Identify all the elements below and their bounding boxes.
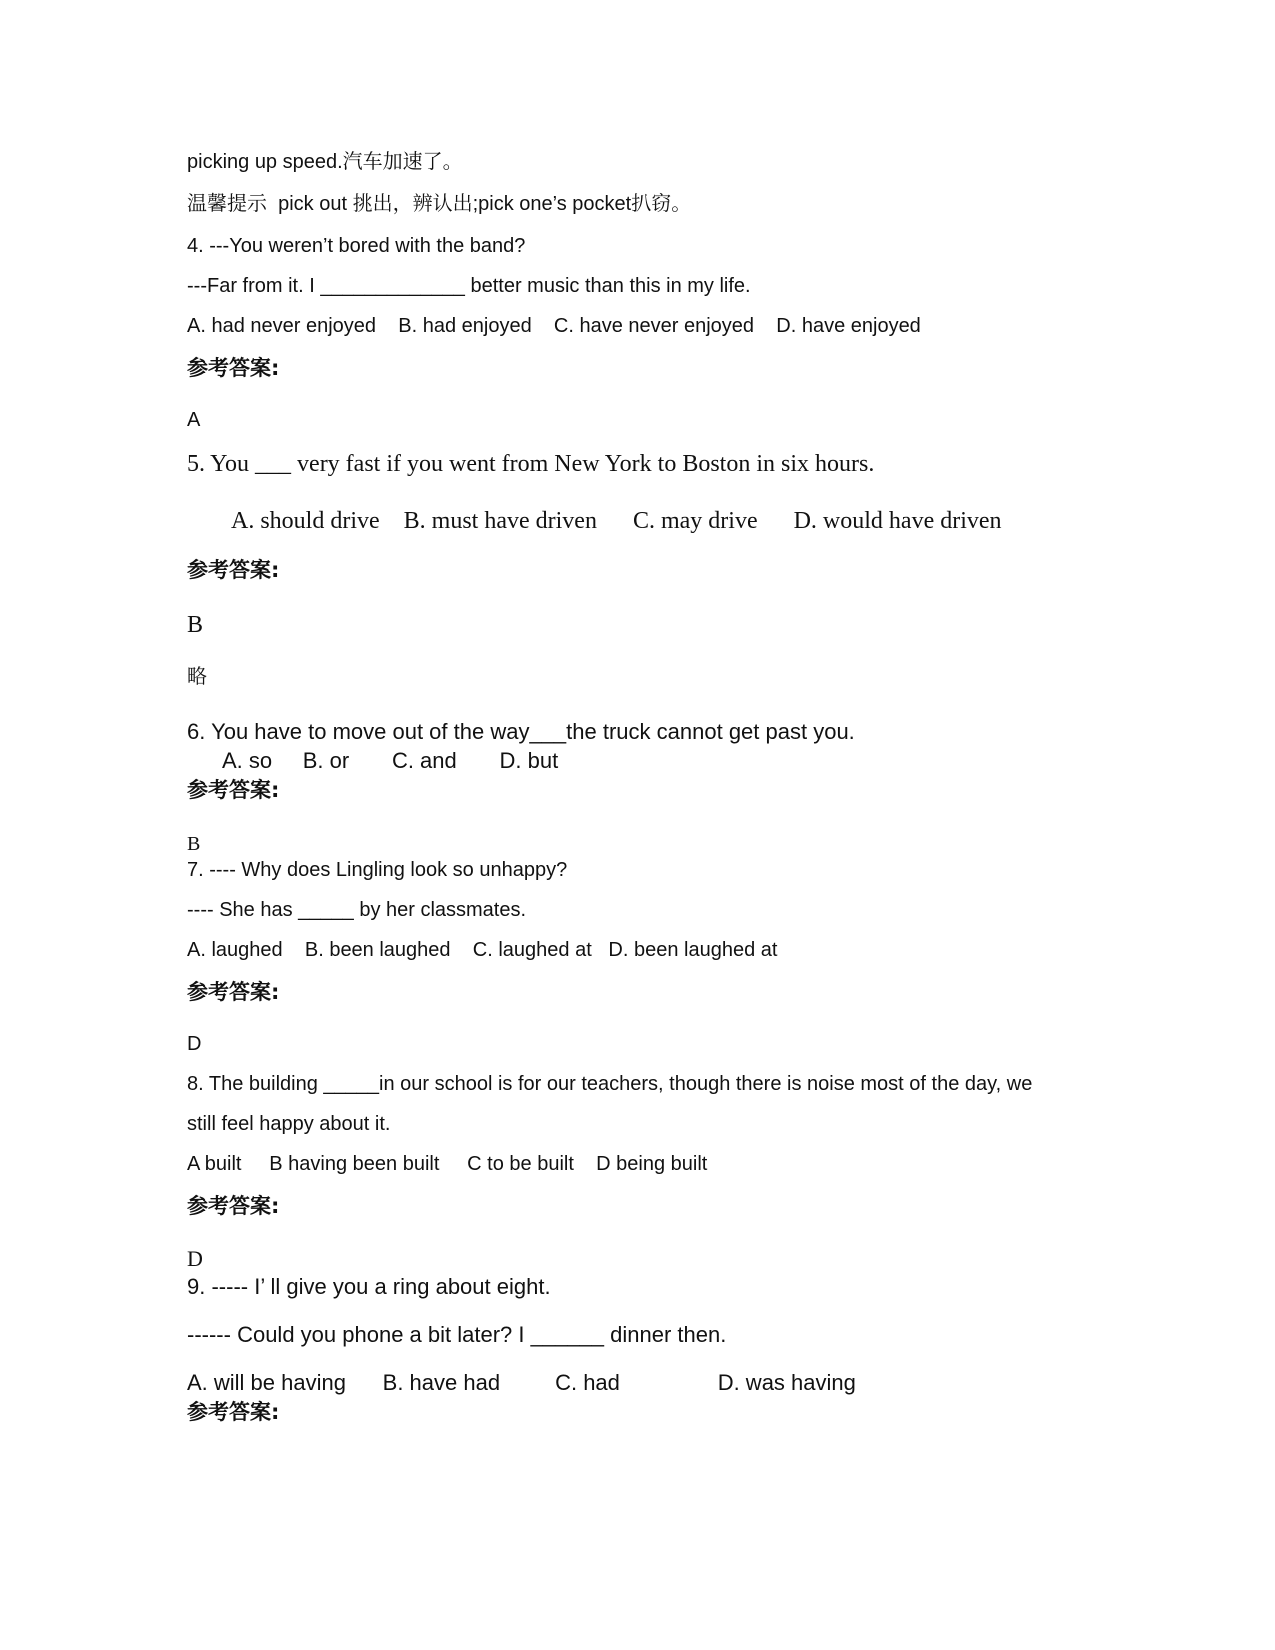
question-4: 4. ---You weren’t bored with the band? xyxy=(187,235,526,257)
question-7-response: ---- She has _____ by her classmates. xyxy=(187,899,527,921)
question-9-options: A. will be having B. have had C. had D. was having xyxy=(187,1370,856,1395)
answer-7: D xyxy=(187,1033,202,1055)
answer-4: A xyxy=(187,409,201,431)
question-6: 6. You have to move out of the way___the truck cannot get past you. xyxy=(187,719,855,744)
question-5-options: A. should drive B. must have driven C. may drive D. would have driven xyxy=(231,508,1002,534)
answer-6: B xyxy=(187,833,201,855)
question-7: 7. ---- Why does Lingling look so unhappy? xyxy=(187,859,568,881)
question-6-options: A. so B. or C. and D. but xyxy=(222,748,559,773)
question-4-options: A. had never enjoyed B. had enjoyed C. have never enjoyed D. have enjoyed xyxy=(187,315,921,337)
answer-heading: 参考答案: xyxy=(187,558,280,582)
answer-8: D xyxy=(187,1246,203,1271)
question-9: 9. ----- I’ ll give you a ring about eight. xyxy=(187,1274,551,1299)
question-7-options: A. laughed B. been laughed C. laughed at D. been laughed at xyxy=(187,939,778,961)
question-9-response: ------ Could you phone a bit later? I ______ dinner then. xyxy=(187,1322,727,1347)
answer-heading: 参考答案: xyxy=(187,1400,280,1424)
answer-heading: 参考答案: xyxy=(187,1194,280,1218)
tip-line: 温馨提示 pick out 挑出，辨认出;pick one’s pocket扒窃。 xyxy=(187,193,692,215)
answer-heading: 参考答案: xyxy=(187,356,280,380)
question-8-continued: still feel happy about it. xyxy=(187,1113,391,1135)
question-8-options: A built B having been built C to be built D being built xyxy=(187,1153,708,1175)
answer-heading: 参考答案: xyxy=(187,980,280,1004)
answer-5: B xyxy=(187,612,204,638)
question-4-response: ---Far from it. I _____________ better music than this in my life. xyxy=(187,275,751,297)
answer-heading: 参考答案: xyxy=(187,778,280,802)
text-line: picking up speed.汽车加速了。 xyxy=(187,151,463,173)
answer-5-note: 略 xyxy=(187,666,207,688)
question-8: 8. The building _____in our school is for our teachers, though there is noise most of the day, we xyxy=(187,1073,1033,1095)
question-5: 5. You ___ very fast if you went from New York to Boston in six hours. xyxy=(187,451,875,477)
